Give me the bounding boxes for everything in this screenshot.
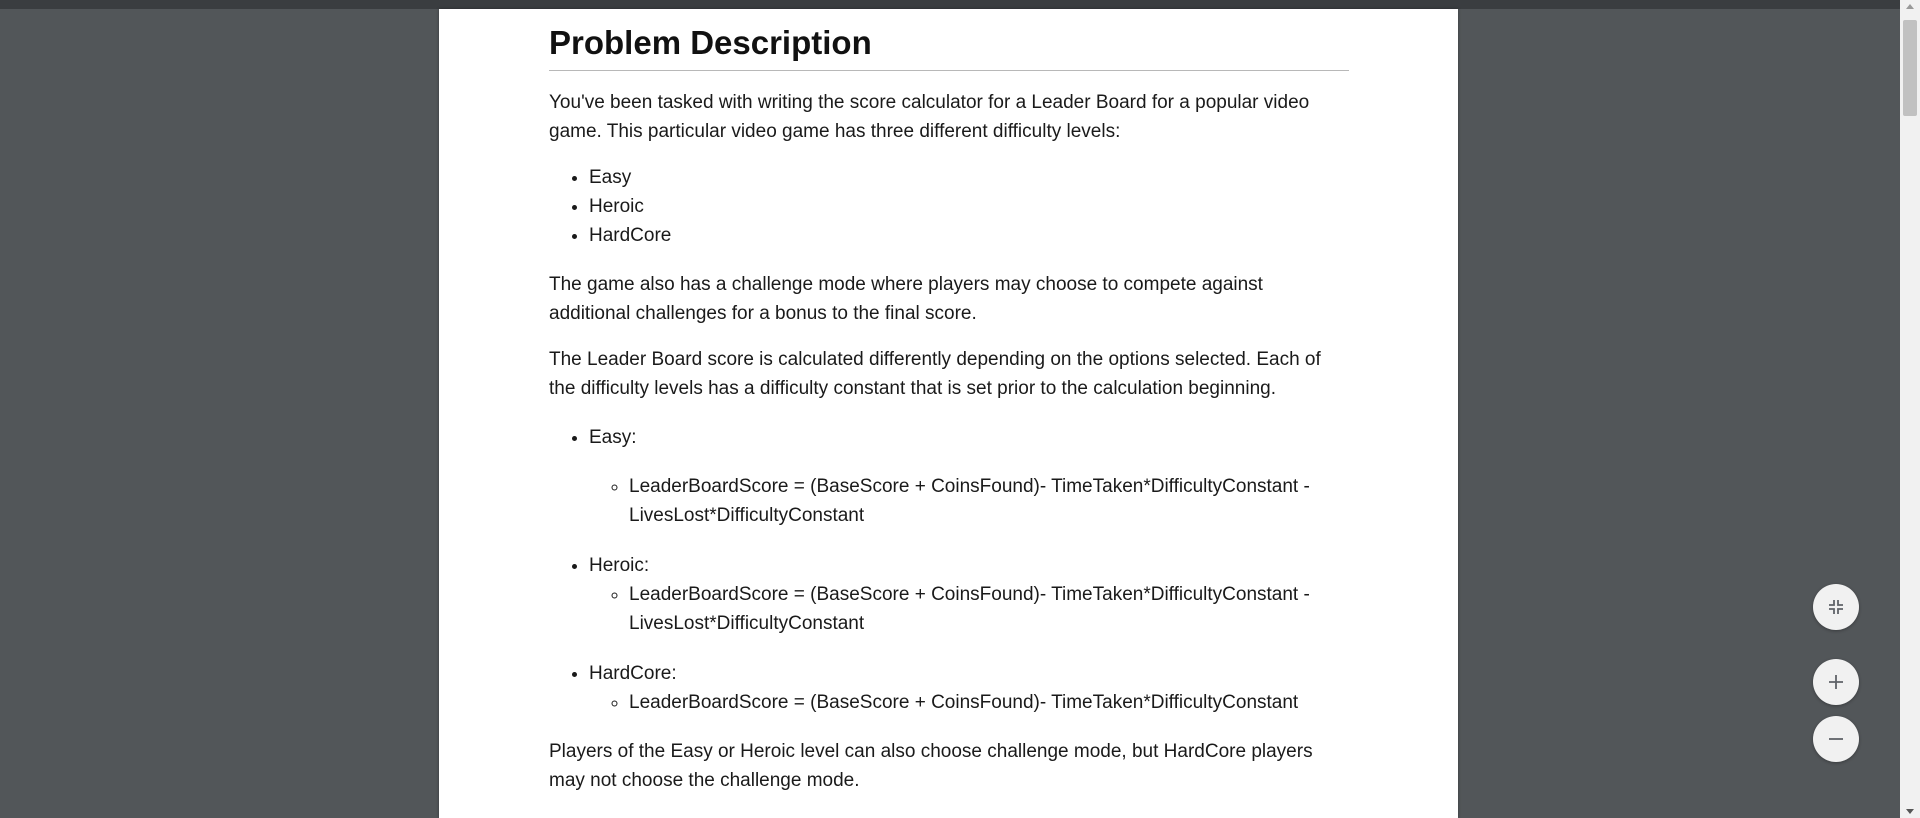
- formula-list: [549, 423, 1349, 717]
- collapse-icon: [1828, 599, 1844, 615]
- zoom-out-button[interactable]: [1813, 716, 1859, 762]
- minus-icon: [1828, 731, 1844, 747]
- list-item: [589, 659, 1349, 717]
- list-item: [589, 423, 1349, 530]
- intro-paragraph: You've been tasked with writing the score calculator for a Leader Board for a popular video game. This particular video game has three different difficulty levels:: [549, 92, 1310, 142]
- scroll-thumb[interactable]: [1903, 20, 1917, 116]
- page-title: Problem Description: [549, 23, 1349, 71]
- zoom-in-button[interactable]: [1813, 659, 1859, 705]
- challenge-paragraph: The game also has a challenge mode where players may choose to compete against additional challenges for a bonus to the final score.: [549, 274, 1263, 324]
- list-item: • HardCore: [589, 221, 1349, 250]
- plus-icon: [1828, 674, 1844, 690]
- document-page: [439, 9, 1458, 818]
- formula-label: HardCore:: [589, 663, 677, 684]
- viewer-top-strip: [0, 0, 1920, 9]
- formula-sublist: [589, 472, 1349, 530]
- formula-sublist: [589, 580, 1349, 638]
- list-item: [589, 551, 1349, 638]
- formula-sublist: [589, 688, 1349, 717]
- fit-page-button[interactable]: [1813, 584, 1859, 630]
- formula-label: Heroic:: [589, 555, 650, 576]
- document-content: [549, 9, 1349, 795]
- vertical-scrollbar[interactable]: [1900, 0, 1920, 818]
- formula-text: ◦ LeaderBoardScore = (BaseScore + CoinsFound)- TimeTaken*DifficultyConstant - LivesLost*DifficultyConstant: [629, 472, 1349, 530]
- closing-paragraph: Players of the Easy or Heroic level can also choose challenge mode, but HardCore players may not choose the challenge mode.: [549, 741, 1313, 791]
- formula-text: ◦ LeaderBoardScore = (BaseScore + CoinsFound)- TimeTaken*DifficultyConstant - LivesLost*DifficultyConstant: [629, 580, 1349, 638]
- scroll-down-arrow-icon[interactable]: [1906, 809, 1914, 814]
- list-item: • Heroic: [589, 192, 1349, 221]
- formula-text: ◦ LeaderBoardScore = (BaseScore + CoinsFound)- TimeTaken*DifficultyConstant: [629, 688, 1349, 717]
- difficulty-list: [549, 163, 1349, 250]
- score-paragraph: The Leader Board score is calculated differently depending on the options selected. Each of the difficulty levels has a difficulty constant that is set prior to the calculation beginning.: [549, 349, 1321, 399]
- formula-label: Easy:: [589, 427, 637, 448]
- scroll-up-arrow-icon[interactable]: [1906, 4, 1914, 9]
- list-item: • Easy: [589, 163, 1349, 192]
